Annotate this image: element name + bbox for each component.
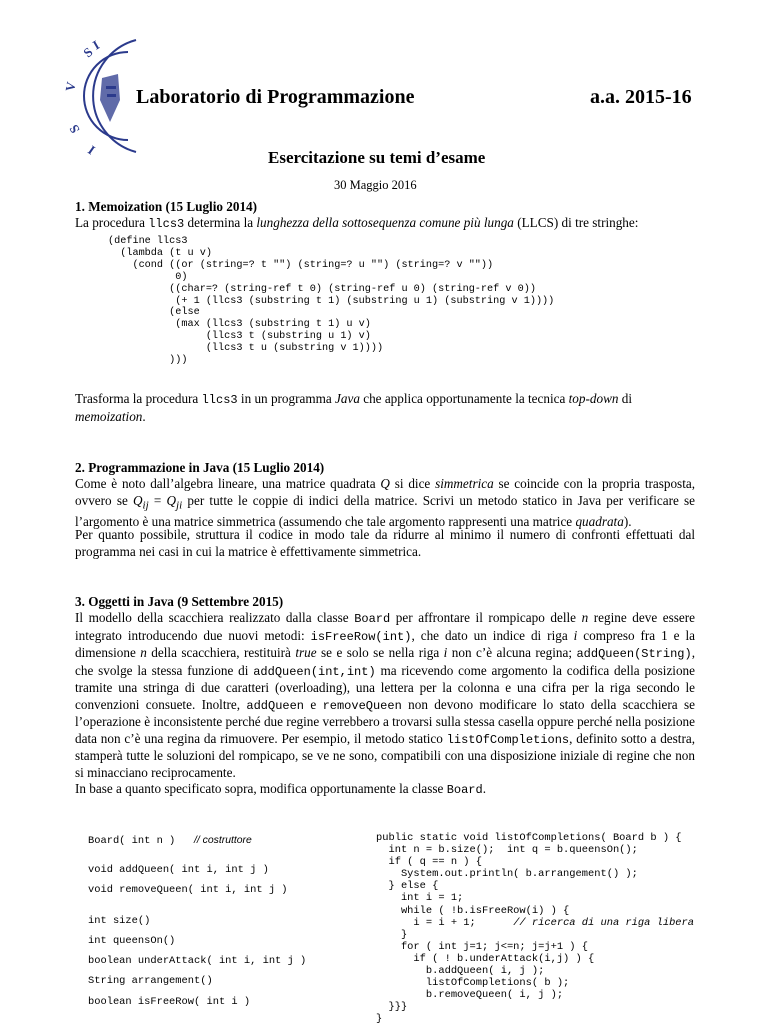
ex1-task-text: .	[142, 408, 146, 424]
ex1-task-text: di	[618, 391, 633, 406]
ex2-text: Come è noto dall’algebra lineare, una matrice quadrata	[75, 476, 381, 491]
ex1-intro-emphasis: lunghezza della sottosequenza comune più lunga	[256, 215, 514, 230]
api-method-size: int size()	[88, 915, 151, 927]
ex1-task-text: in un programma	[237, 391, 336, 406]
ex3-text: compreso fra 1 e la dimensione	[75, 627, 695, 660]
ex3-text: In base a quanto specificato sopra, modifica opportunamente la classe	[75, 781, 447, 796]
ex1-task-emphasis: memoization	[75, 408, 143, 424]
api-method-add-queen: void addQueen( int i, int j )	[88, 864, 269, 876]
document-subtitle: Esercitazione su temi d’esame	[268, 148, 486, 167]
ex1-intro	[75, 215, 695, 233]
svg-text:S: S	[65, 122, 83, 136]
java-code-part: } for ( int j=1; j<=n; j=j+1 ) { if ( ! b.underAttack(i,j) ) { b.addQueen( i, j ); listOfCompletions( b ); b.removeQueen( i, j ); }}} }	[376, 928, 595, 1026]
ex3-text: ma ricevendo come argomento la codifica della posizione tramite una stringa di due caratteri (overloading), una lettera per la colonna e una cifra per la riga secondo le convenzioni consuete. Inoltre,	[75, 662, 696, 712]
svg-text:V: V	[62, 80, 79, 93]
ex3-code: listOfCompletions	[446, 732, 570, 747]
ex3-code: Board	[446, 783, 483, 797]
api-constructor-signature: Board( int n )	[88, 835, 176, 847]
ex3-emphasis: n	[581, 610, 589, 625]
ex2-text: per tutte le coppie di indici della matrice. Scrivi un metodo statico in Java per verificare se l’argomento è una matrice simmetrica (assumendo che tale argomento rappresenti una matrice	[75, 492, 696, 529]
ex3-text: per affrontare il rompicapo delle	[390, 610, 582, 625]
ex3-text: non devono modificare lo stato della scacchiera se l’operazione è inconsistente perché due regine verrebbero a trovarsi sulla stessa casella oppure perché nella posizione data non c’è una regina da rimuovere. Per esempio, il metodo statico	[75, 696, 695, 746]
ex2-paragraph-1	[75, 476, 695, 530]
ex1-task	[75, 391, 695, 425]
api-method-is-free-row: boolean isFreeRow( int i )	[88, 996, 251, 1008]
course-title: Laboratorio di Programmazione	[136, 86, 415, 108]
ex3-emphasis: true	[295, 645, 317, 660]
ex3-code: addQueen	[246, 698, 304, 713]
api-constructor-comment: // costruttore	[194, 835, 252, 846]
ex2-text: si dice	[389, 476, 436, 491]
ex3-text: se e solo se nella riga	[316, 645, 444, 660]
java-code-comment: // ricerca di una riga libera	[513, 916, 695, 929]
ex3-text: , che svolge la stessa funzione di	[75, 645, 695, 678]
api-method-remove-queen: void removeQueen( int i, int j )	[88, 884, 288, 896]
ex3-code: Board	[354, 612, 391, 626]
ex3-code: isFreeRow(int)	[310, 629, 412, 644]
ex2-paragraph-2: Per quanto possibile, struttura il codice in modo tale da ridurre al minimo il numero di confronti effettuati dal programma nei casi in cui la matrice è effettivamente simmetrica.	[75, 527, 695, 559]
ex3-text: Il modello della scacchiera realizzato dalla classe	[75, 610, 355, 625]
ex3-text: non c’è alcuna regina;	[447, 645, 577, 660]
ex2-math-index: ji	[176, 499, 183, 512]
api-method-under-attack: boolean underAttack( int i, int j )	[88, 955, 307, 967]
ex1-scheme-code: (define llcs3 (lambda (t u v) (cond ((or (string=? t "") (string=? u "") (string=? v "")) 0) ((char=? (string-ref t 0) (string-ref u 0) (string-ref v 0)) (+ 1 (llcs3 (substring t 1) (substring u 1) (substring v 1)))) (else (max (llcs3 (substring t 1) u v) (llcs3 t (substring u 1) v) (llcs3 t u (substring v 1)))) )))	[108, 236, 555, 367]
api-constructor	[88, 835, 252, 847]
ex3-java-code	[376, 832, 694, 1026]
api-method-queens-on: int queensOn()	[88, 935, 176, 947]
ex2-emphasis: quadrata	[575, 513, 624, 529]
svg-text:S: S	[80, 44, 96, 61]
ex3-paragraph	[75, 610, 695, 799]
ex2-text: se coincide con la propria trasposta, ovvero se	[75, 476, 696, 508]
document-date: 30 Maggio 2016	[334, 178, 417, 192]
ex3-code: addQueen(int,int)	[253, 664, 376, 679]
ex1-heading: 1. Memoization (15 Luglio 2014)	[75, 199, 258, 214]
ex2-math: Q	[380, 476, 390, 491]
ex3-code: removeQueen	[322, 698, 402, 713]
ex1-task-emphasis: top-down	[568, 391, 619, 406]
ex2-math: Q	[133, 492, 143, 508]
ex3-text: regine deve essere integrato introducendo due nuovi metodi:	[75, 610, 695, 643]
ex3-text: .	[482, 781, 486, 796]
ex1-intro-code: llcs3	[148, 217, 185, 231]
ex2-heading: 2. Programmazione in Java (15 Luglio 2014)	[75, 460, 325, 475]
ex3-text: , che dato un indice di riga	[411, 627, 574, 643]
academic-year: a.a. 2015-16	[590, 86, 692, 108]
java-code-part: public static void listOfCompletions( Board b ) { int n = b.size(); int q = b.queensOn(); if ( q == n ) { System.out.println( b.arrangement() ); } else { int i = 1; while ( !b.isFreeRow(i) ) { i = i + 1;	[376, 832, 682, 929]
ex3-text: , definito sotto a destra, stamperà tutte le soluzioni del rompicapo, se ve ne sono, compatibili con una disposizione iniziale di regine che non si minacciano reciprocamente.	[75, 730, 695, 780]
svg-text:I: I	[84, 142, 98, 158]
api-method-arrangement: String arrangement()	[88, 975, 213, 987]
ex2-emphasis: simmetrica	[435, 476, 494, 491]
ex2-math: Q	[166, 492, 177, 508]
ex1-task-code: llcs3	[201, 393, 238, 407]
ex3-emphasis: i	[443, 645, 448, 660]
ex1-intro-text: (LLCS) di tre stringhe:	[513, 215, 639, 230]
ex3-code: addQueen(String)	[576, 647, 692, 661]
ex2-text: =	[148, 492, 167, 508]
svg-text:I: I	[90, 37, 102, 53]
ex3-heading: 3. Oggetti in Java (9 Settembre 2015)	[75, 594, 284, 609]
ex3-text: della scacchiera, restituirà	[146, 645, 296, 660]
ex1-intro-text: determina la	[184, 215, 257, 230]
ex2-text: ).	[623, 513, 632, 529]
ex1-task-emphasis: Java	[335, 391, 360, 406]
ex2-math-index: ij	[142, 499, 149, 512]
ex3-emphasis: i	[573, 627, 578, 643]
ex3-emphasis: n	[140, 645, 147, 660]
ex1-task-text: che applica opportunamente la tecnica	[359, 391, 569, 406]
ex1-intro-text: La procedura	[75, 215, 149, 230]
ex1-task-text: Trasforma la procedura	[75, 391, 202, 406]
ex3-text: e	[304, 696, 323, 712]
